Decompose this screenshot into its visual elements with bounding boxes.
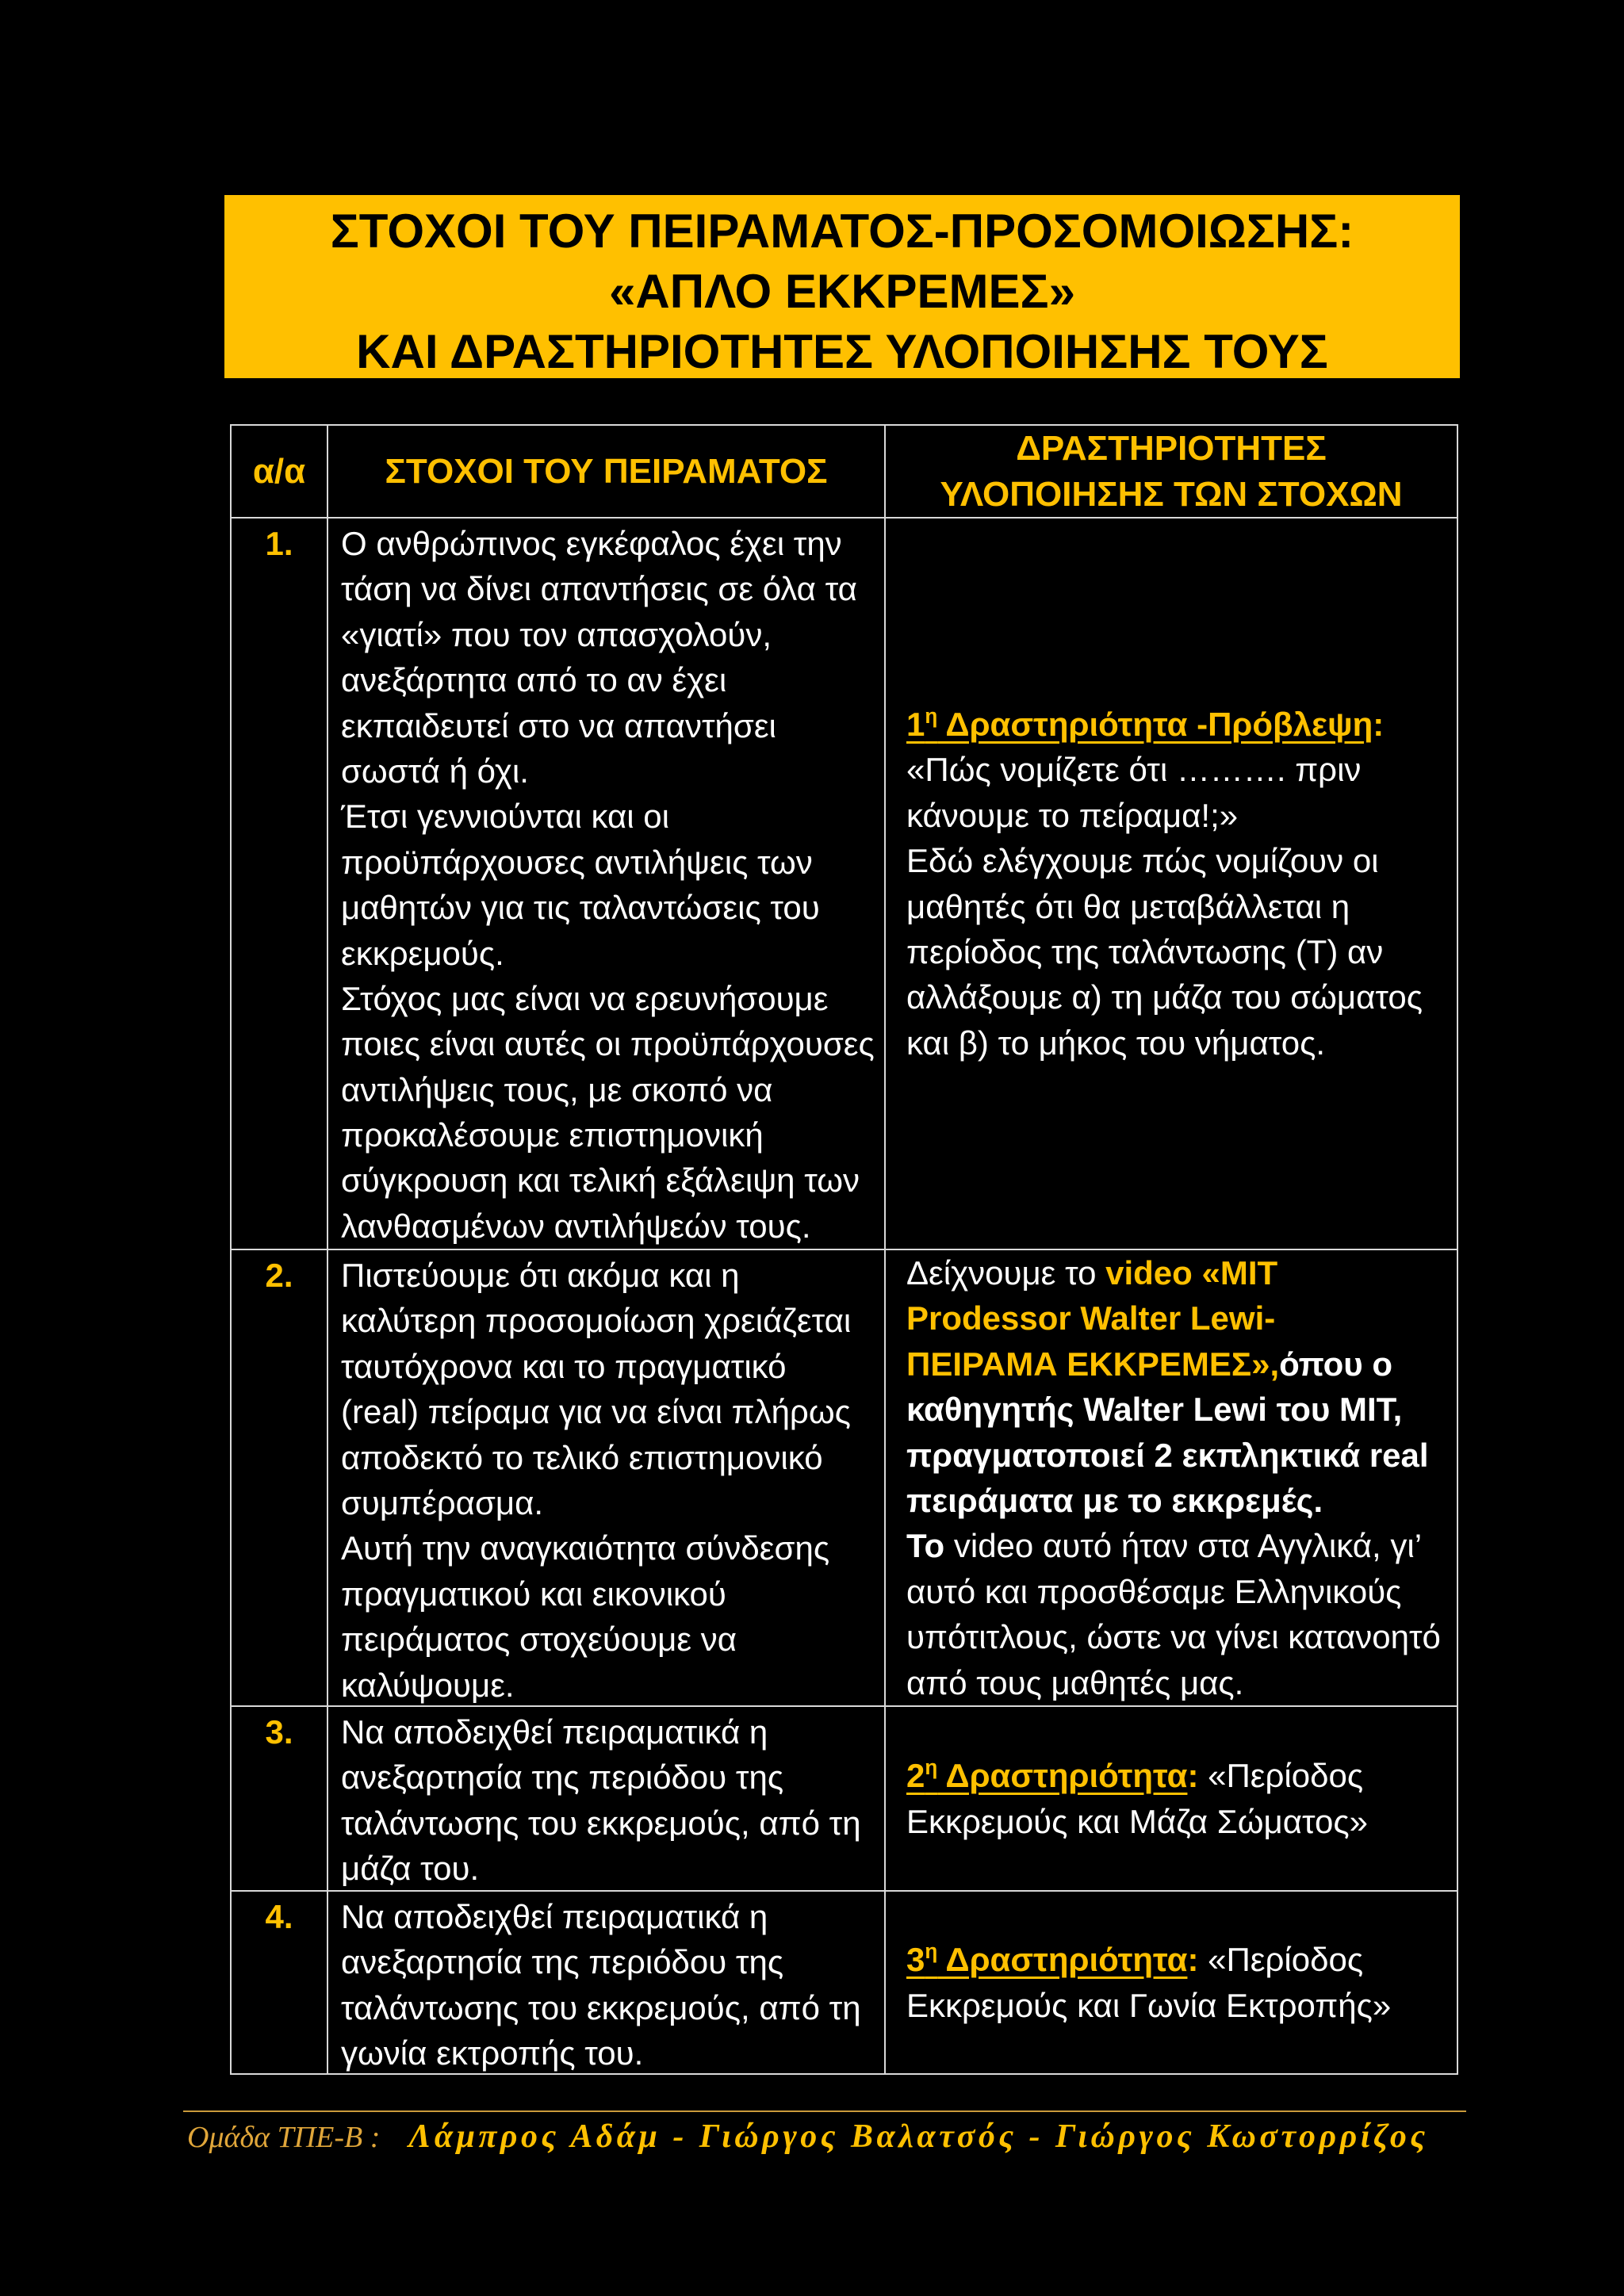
goal-text-line: «γιατί» που τον απασχολούν, [341,615,772,653]
video-title-text: video «MIT [1105,1254,1278,1292]
title-line-3: ΚΑΙ ΔΡΑΣΤΗΡΙΟΤΗΤΕΣ ΥΛΟΠΟΙΗΣΗΣ ΤΟΥΣ [356,325,1328,378]
goal-text-line: ποιες είναι αυτές οι προϋπάρχουσες [341,1025,875,1063]
activity-text-line [906,1341,1450,1387]
goal-text-line: προϋπάρχουσες αντιλήψεις των [341,843,813,881]
row-number: 1. [265,525,293,562]
title-banner [224,195,1460,378]
goal-text-line: ανεξαρτησία της περιόδου της [341,1758,784,1797]
activity-text: από τους μαθητές μας. [906,1663,1244,1701]
team-members: Λάμπρος Αδάμ - Γιώργος Βαλατσός - Γιώργος Κωστορρίζος [408,2118,1429,2155]
video-title-text: ΠΕΙΡΑΜΑ ΕΚΚΡΕΜΕΣ», [906,1345,1280,1383]
activity-title [906,1938,1188,1979]
goal-text-line: ανεξάρτητα από το αν έχει [341,661,727,699]
activity-text-line: κάνουμε το πείραμα!;» [906,796,1239,834]
goal-text-line: σύγκρουση και τελική εξάλειψη των [341,1161,860,1200]
title-line-1: ΣΤΟΧΟΙ ΤΟΥ ΠΕΙΡΑΜΑΤΟΣ-ΠΡΟΣΟΜΟΙΩΣΗΣ: [330,205,1354,258]
activity-name: Δραστηριότητα [937,1757,1188,1795]
activity-title [906,1757,1187,1794]
activity-number: 1 [906,705,925,743]
row-2-activity-cell [886,1250,1458,1707]
goals-activities-table [230,424,1458,2075]
emphasis-text: πραγματοποιεί 2 εκπληκτικά real [906,1436,1429,1474]
goal-text-line: καλύτερη προσομοίωση χρειάζεται [341,1302,852,1340]
activity-text-line [906,1250,1450,1295]
header-goals-cell [328,426,886,519]
activity-text: video αυτό ήταν στα Αγγλικά, γι’ [944,1527,1423,1565]
activity-text-line [906,1660,1450,1705]
goal-text-line: εκπαιδευτεί στο να απαντήσει [341,706,776,744]
goal-text-line: καλύψουμε. [341,1666,515,1704]
row-1-number-cell [232,519,328,1250]
row-4-number-cell [232,1892,328,2075]
activity-text-line [906,1433,1450,1478]
ordinal-suffix: η [925,1755,938,1779]
header-activities-label-line-2: ΥΛΟΠΟΙΗΣΗΣ ΤΩΝ ΣΤΟΧΩΝ [940,474,1403,514]
activity-text-line: Εκκρεμούς και Μάζα Σώματος» [906,1802,1368,1840]
goal-text-line: ταυτόχρονα και το πραγματικό [341,1347,787,1385]
goal-text-line: σωστά ή όχι. [341,752,529,790]
goal-text-line: πειράματος στοχεύουμε να [341,1621,737,1659]
activity-text-line [906,1387,1450,1432]
goal-text-line: μαθητών για τις ταλαντώσεις του [341,889,820,927]
ordinal-suffix: η [925,1938,938,1963]
goal-text-line: Αυτή την αναγκαιότητα σύνδεσης [341,1529,830,1567]
goal-text-line: αποδεκτό το τελικό επιστημονικό [341,1438,823,1476]
activity-name: Δραστηριότητα [937,1941,1188,1979]
goal-text-line: ταλάντωσης του εκκρεμούς, από τη [341,1804,861,1842]
activity-heading [906,1753,1450,1798]
activity-text-line: περίοδος της ταλάντωσης (Τ) αν [906,932,1384,970]
activity-colon: : [1187,1757,1199,1795]
goal-text-line: πραγματικού και εικονικού [341,1575,726,1613]
goal-text-line: γωνία εκτροπής του. [341,2034,644,2072]
emphasis-text: όπου ο [1279,1345,1393,1383]
goal-text-line: Ο ανθρώπινος εγκέφαλος έχει την [341,525,842,562]
row-3-number-cell [232,1707,328,1892]
goal-text-line: Έτσι γεννιούνται και οι [341,798,669,836]
activity-text-line: αλλάξουμε α) τη μάζα του σώματος [906,978,1423,1016]
row-4-goal-cell [328,1892,886,2075]
row-2-number-cell [232,1250,328,1707]
header-index-cell [232,426,328,519]
footer [187,2117,1429,2156]
row-number: 2. [265,1257,293,1294]
activity-text-line [906,1295,1450,1341]
row-3-goal-cell [328,1707,886,1892]
goal-text-line: λανθασμένων αντιλήψεών τους. [341,1207,811,1245]
activity-text-line: Εδώ ελέγχουμε πώς νομίζουν οι [906,842,1379,880]
activity-text-line: Εκκρεμούς και Γωνία Εκτροπής» [906,1986,1392,2024]
activity-text-line [906,1523,1450,1568]
activity-colon: : [1373,705,1385,743]
activity-text-line: και β) το μήκος του νήματος. [906,1024,1326,1062]
row-3-activity-cell [886,1707,1458,1892]
row-2-goal-cell [328,1250,886,1707]
row-number: 4. [265,1898,293,1935]
header-activities-label-line-1: ΔΡΑΣΤΗΡΙΟΤΗΤΕΣ [1016,429,1327,469]
ordinal-suffix: η [925,703,938,728]
emphasis-text: πειράματα με το εκκρεμές. [906,1482,1323,1519]
activity-text-line: «Πώς νομίζετε ότι ………. πριν [906,751,1362,789]
goal-text-line: Να αποδειχθεί πειραματικά η [341,1898,768,1935]
activity-colon: : [1187,1941,1199,1979]
activity-number: 3 [906,1941,925,1979]
activity-number: 2 [906,1757,925,1795]
activity-text-line [906,1614,1450,1659]
activity-text: «Περίοδος [1198,1941,1364,1979]
goal-text-line: Στόχος μας είναι να ερευνήσουμε [341,979,829,1017]
emphasis-text: Το [906,1527,945,1565]
header-index-label: α/α [252,451,306,491]
goal-text-line: Να αποδειχθεί πειραματικά η [341,1713,768,1751]
activity-text: «Περίοδος [1198,1757,1364,1795]
activity-text-line [906,1478,1450,1523]
row-1-activity-cell [886,519,1458,1250]
header-goals-label: ΣΤΟΧΟΙ ΤΟΥ ΠΕΙΡΑΜΑΤΟΣ [385,451,828,491]
row-1-goal-cell [328,519,886,1250]
row-4-activity-cell [886,1892,1458,2075]
goal-text-line: εκκρεμούς. [341,934,504,972]
activity-text-line [906,1569,1450,1614]
goal-text-line: αντιλήψεις τους, με σκοπό να [341,1070,773,1108]
activity-text: Δείχνουμε το [906,1254,1106,1292]
title-line-2: «ΑΠΛΟ ΕΚΚΡΕΜΕΣ» [609,265,1075,318]
goal-text-line: προκαλέσουμε επιστημονική [341,1116,764,1154]
activity-name: Δραστηριότητα -Πρόβλεψη [937,705,1373,743]
header-activities-cell [886,426,1458,519]
goal-text-line: μάζα του. [341,1850,480,1888]
goal-text-line: (real) πείραμα για να είναι πλήρως [341,1393,851,1431]
video-title-text: Prodessor Walter Lewi- [906,1299,1276,1337]
goal-text-line: τάση να δίνει απαντήσεις σε όλα τα [341,570,857,608]
activity-title [906,703,1373,743]
activity-heading [906,702,1450,747]
goal-text-line: συμπέρασμα. [341,1483,544,1521]
activity-heading [906,1937,1450,1982]
footer-divider [183,2110,1466,2112]
row-number: 3. [265,1713,293,1751]
goal-text-line: ταλάντωσης του εκκρεμούς, από τη [341,1988,861,2026]
activity-text: υπότιτλους, ώστε να γίνει κατανοητό [906,1618,1441,1656]
goal-text-line: Πιστεύουμε ότι ακόμα και η [341,1257,740,1294]
activity-text-line: μαθητές ότι θα μεταβάλλεται η [906,887,1350,925]
goal-text-line: ανεξαρτησία της περιόδου της [341,1943,784,1981]
team-label: Ομάδα ΤΠΕ-Β : [187,2121,381,2154]
activity-text: αυτό και προσθέσαμε Ελληνικούς [906,1572,1402,1610]
emphasis-text: καθηγητής Walter Lewi του MIT, [906,1391,1403,1429]
